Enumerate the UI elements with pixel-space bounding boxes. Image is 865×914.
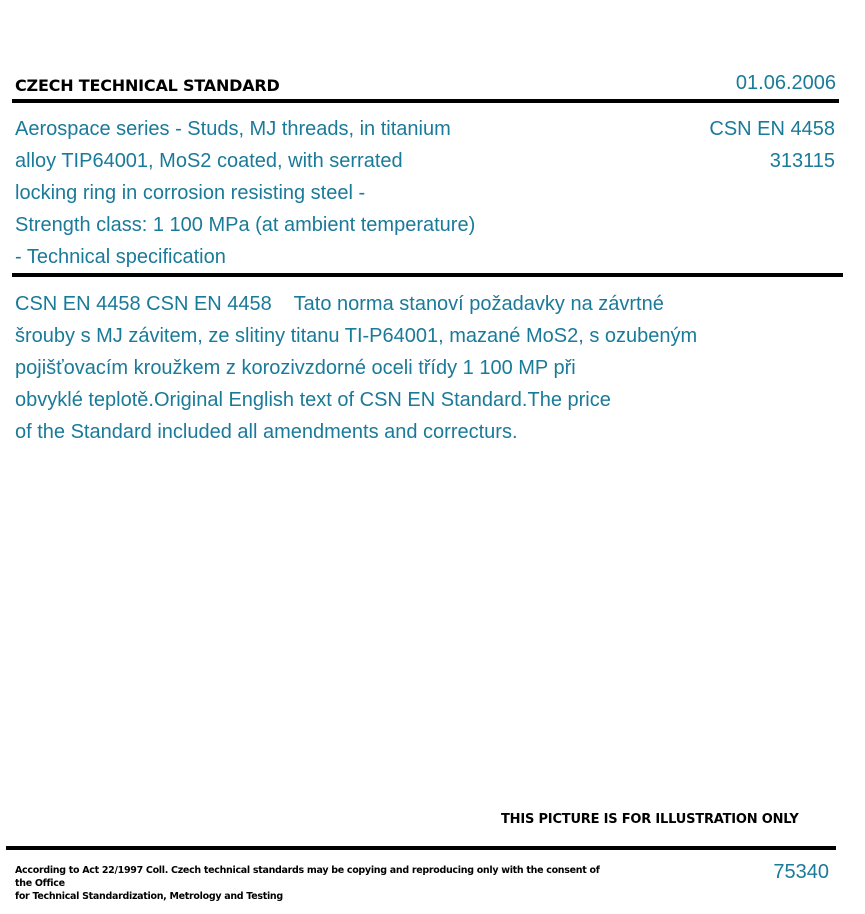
legal-line: According to Act 22/1997 Coll. Czech technical standards may be copying and reproducing only with the consent of the Office (15, 865, 600, 889)
title-divider (12, 273, 843, 277)
title-line: Strength class: 1 100 MPa (at ambient temperature) (15, 214, 476, 236)
footer-legal-notice (15, 864, 615, 903)
illustration-note: THIS PICTURE IS FOR ILLUSTRATION ONLY (501, 812, 799, 827)
standard-code: CSN EN 4458 (709, 118, 835, 140)
description-line: obvyklé teplotě.Original English text of CSN EN Standard.The price (15, 389, 611, 411)
description-line: pojišťovacím kroužkem z korozivzdorné oceli třídy 1 100 MP při (15, 357, 576, 379)
header-divider (12, 99, 839, 103)
title-line: - Technical specification (15, 246, 226, 268)
title-line: Aerospace series - Studs, MJ threads, in titanium (15, 118, 451, 140)
title-line: locking ring in corrosion resisting steel - (15, 182, 366, 204)
standard-number: 313115 (769, 150, 835, 172)
title-line: alloy TIP64001, MoS2 coated, with serrated (15, 150, 403, 172)
description-line: CSN EN 4458 CSN EN 4458 Tato norma stanoví požadavky na závrtné (15, 293, 664, 315)
header-date: 01.06.2006 (735, 72, 836, 94)
description-line: of the Standard included all amendments and correcturs. (15, 421, 518, 443)
standard-title (15, 113, 575, 273)
header-label: CZECH TECHNICAL STANDARD (15, 76, 280, 95)
description-line: šrouby s MJ závitem, ze slitiny titanu TI-P64001, mazané MoS2, s ozubeným (15, 325, 698, 347)
legal-line: for Technical Standardization, Metrology and Testing (15, 891, 283, 902)
standard-identifiers (709, 113, 835, 177)
standard-description (15, 288, 815, 448)
footer-divider (6, 846, 836, 850)
footer-number: 75340 (773, 861, 829, 883)
